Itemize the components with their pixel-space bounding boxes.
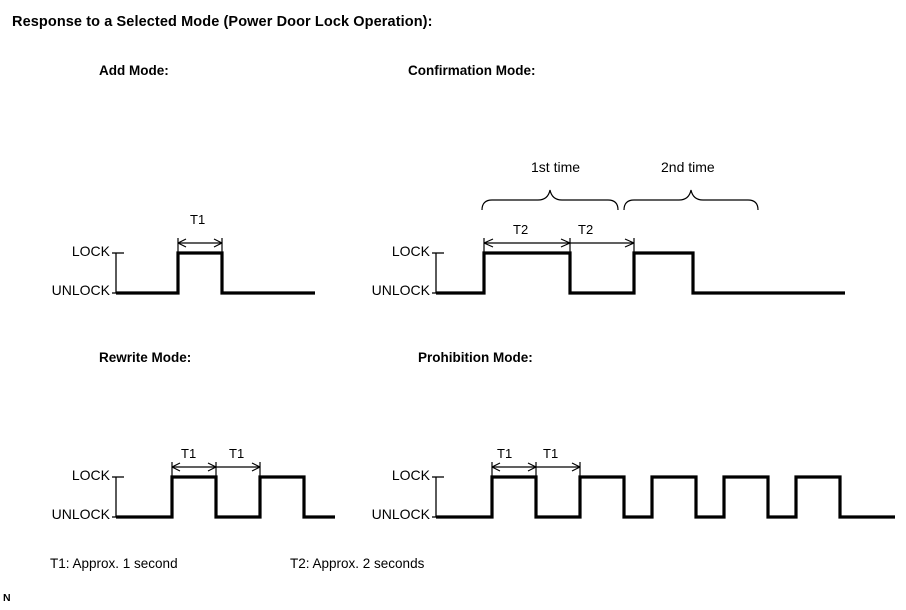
prohibition-mode-lock-label: LOCK: [391, 467, 430, 483]
heading-add-mode: Add Mode:: [99, 63, 169, 78]
confirmation-bracket-label-2: 2nd time: [661, 159, 715, 175]
footnote-t2: T2: Approx. 2 seconds: [290, 556, 425, 571]
rewrite-mode-dim-t1-a: T1: [181, 446, 197, 461]
prohibition-mode-dim-t1-a: T1: [497, 446, 513, 461]
heading-prohibition-mode: Prohibition Mode:: [418, 350, 533, 365]
add-mode-unlock-label: UNLOCK: [51, 282, 110, 298]
rewrite-mode-waveform: [110, 454, 340, 539]
prohibition-mode-unlock-label: UNLOCK: [371, 506, 430, 522]
rewrite-mode-lock-label: LOCK: [71, 467, 110, 483]
page-title: Response to a Selected Mode (Power Door Lock Operation):: [12, 14, 433, 30]
confirmation-mode-dim-t2-b: T2: [578, 222, 594, 237]
confirmation-mode-lock-label: LOCK: [391, 243, 430, 259]
prohibition-mode-waveform: [430, 454, 900, 539]
add-mode-waveform: [110, 230, 320, 315]
confirmation-mode-waveform: [430, 230, 850, 315]
heading-confirmation-mode: Confirmation Mode:: [408, 63, 536, 78]
rewrite-mode-unlock-label: UNLOCK: [51, 506, 110, 522]
prohibition-mode-dim-t1-b: T1: [543, 446, 559, 461]
add-mode-dim-t1: T1: [190, 212, 206, 227]
confirmation-mode-dim-t2-a: T2: [513, 222, 529, 237]
confirmation-mode-unlock-label: UNLOCK: [371, 282, 430, 298]
confirmation-brackets: [470, 176, 770, 216]
confirmation-bracket-label-1: 1st time: [531, 159, 581, 175]
add-mode-lock-label: LOCK: [71, 243, 110, 259]
rewrite-mode-dim-t1-b: T1: [229, 446, 245, 461]
corner-mark: N: [3, 592, 11, 604]
heading-rewrite-mode: Rewrite Mode:: [99, 350, 192, 365]
footnote-t1: T1: Approx. 1 second: [50, 556, 178, 571]
